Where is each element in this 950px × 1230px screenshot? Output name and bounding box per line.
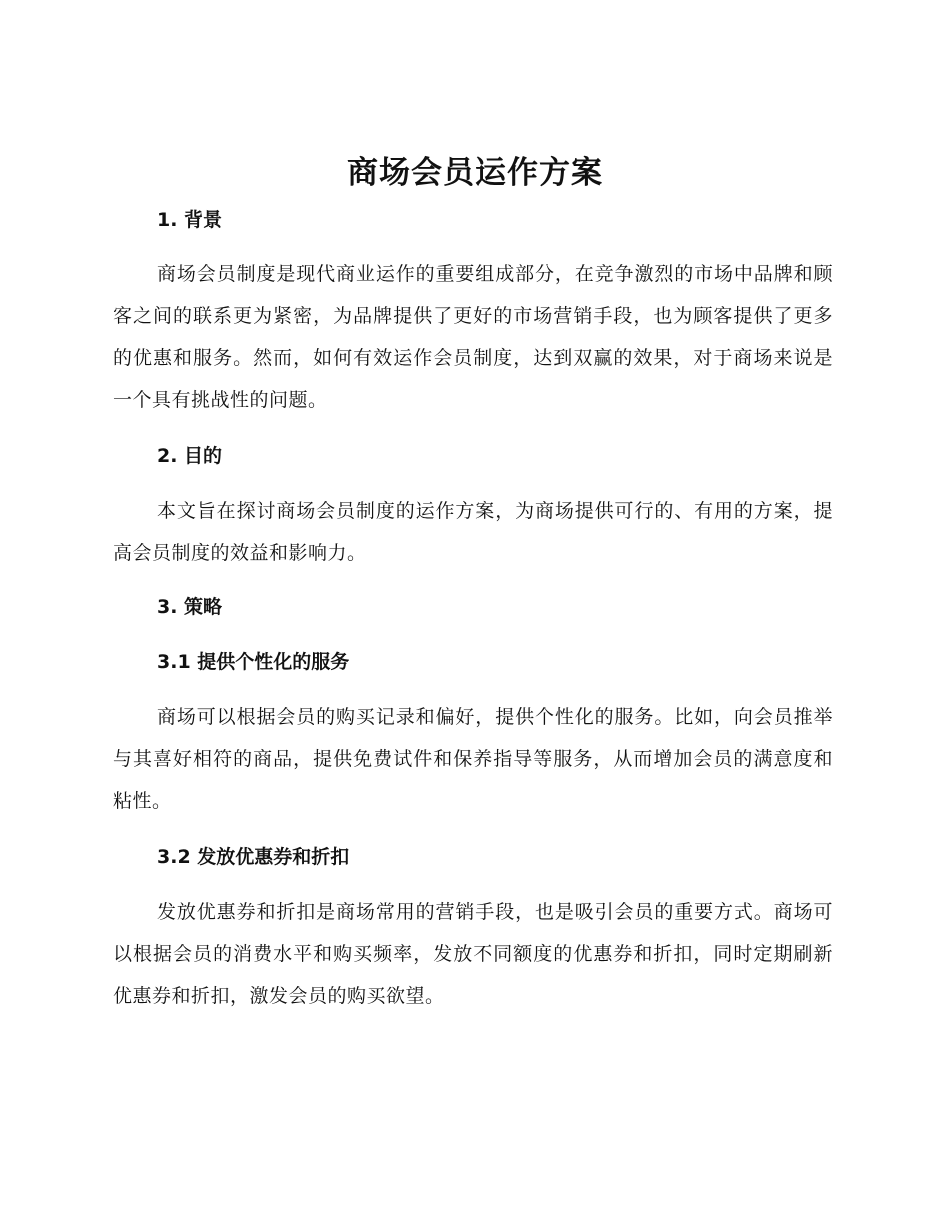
section-heading-purpose: 2. 目的 bbox=[157, 445, 223, 467]
section-heading-personalized-service: 3.1 提供个性化的服务 bbox=[157, 651, 350, 673]
section-heading-coupons-discounts: 3.2 发放优惠券和折扣 bbox=[157, 846, 350, 868]
section-paragraph-coupons-discounts: 发放优惠券和折扣是商场常用的营销手段，也是吸引会员的重要方式。商场可以根据会员的消费水平和购买频率，发放不同额度的优惠券和折扣，同时定期刷新优惠券和折扣，激发会员的购买欲望。 bbox=[113, 901, 833, 1007]
section-paragraph-background: 商场会员制度是现代商业运作的重要组成部分，在竞争激烈的市场中品牌和顾客之间的联系更为紧密，为品牌提供了更好的市场营销手段，也为顾客提供了更多的优惠和服务。然而，如何有效运作会员制度，达到双赢的效果，对于商场来说是一个具有挑战性的问题。 bbox=[113, 263, 833, 411]
section-heading-strategy: 3. 策略 bbox=[157, 596, 223, 618]
section-paragraph-personalized-service: 商场可以根据会员的购买记录和偏好，提供个性化的服务。比如，向会员推举与其喜好相符的商品，提供免费试件和保养指导等服务，从而增加会员的满意度和粘性。 bbox=[113, 706, 833, 812]
section-heading-background: 1. 背景 bbox=[157, 209, 223, 231]
document-title: 商场会员运作方案 bbox=[347, 155, 603, 191]
section-paragraph-purpose: 本文旨在探讨商场会员制度的运作方案，为商场提供可行的、有用的方案，提高会员制度的效益和影响力。 bbox=[113, 500, 833, 564]
